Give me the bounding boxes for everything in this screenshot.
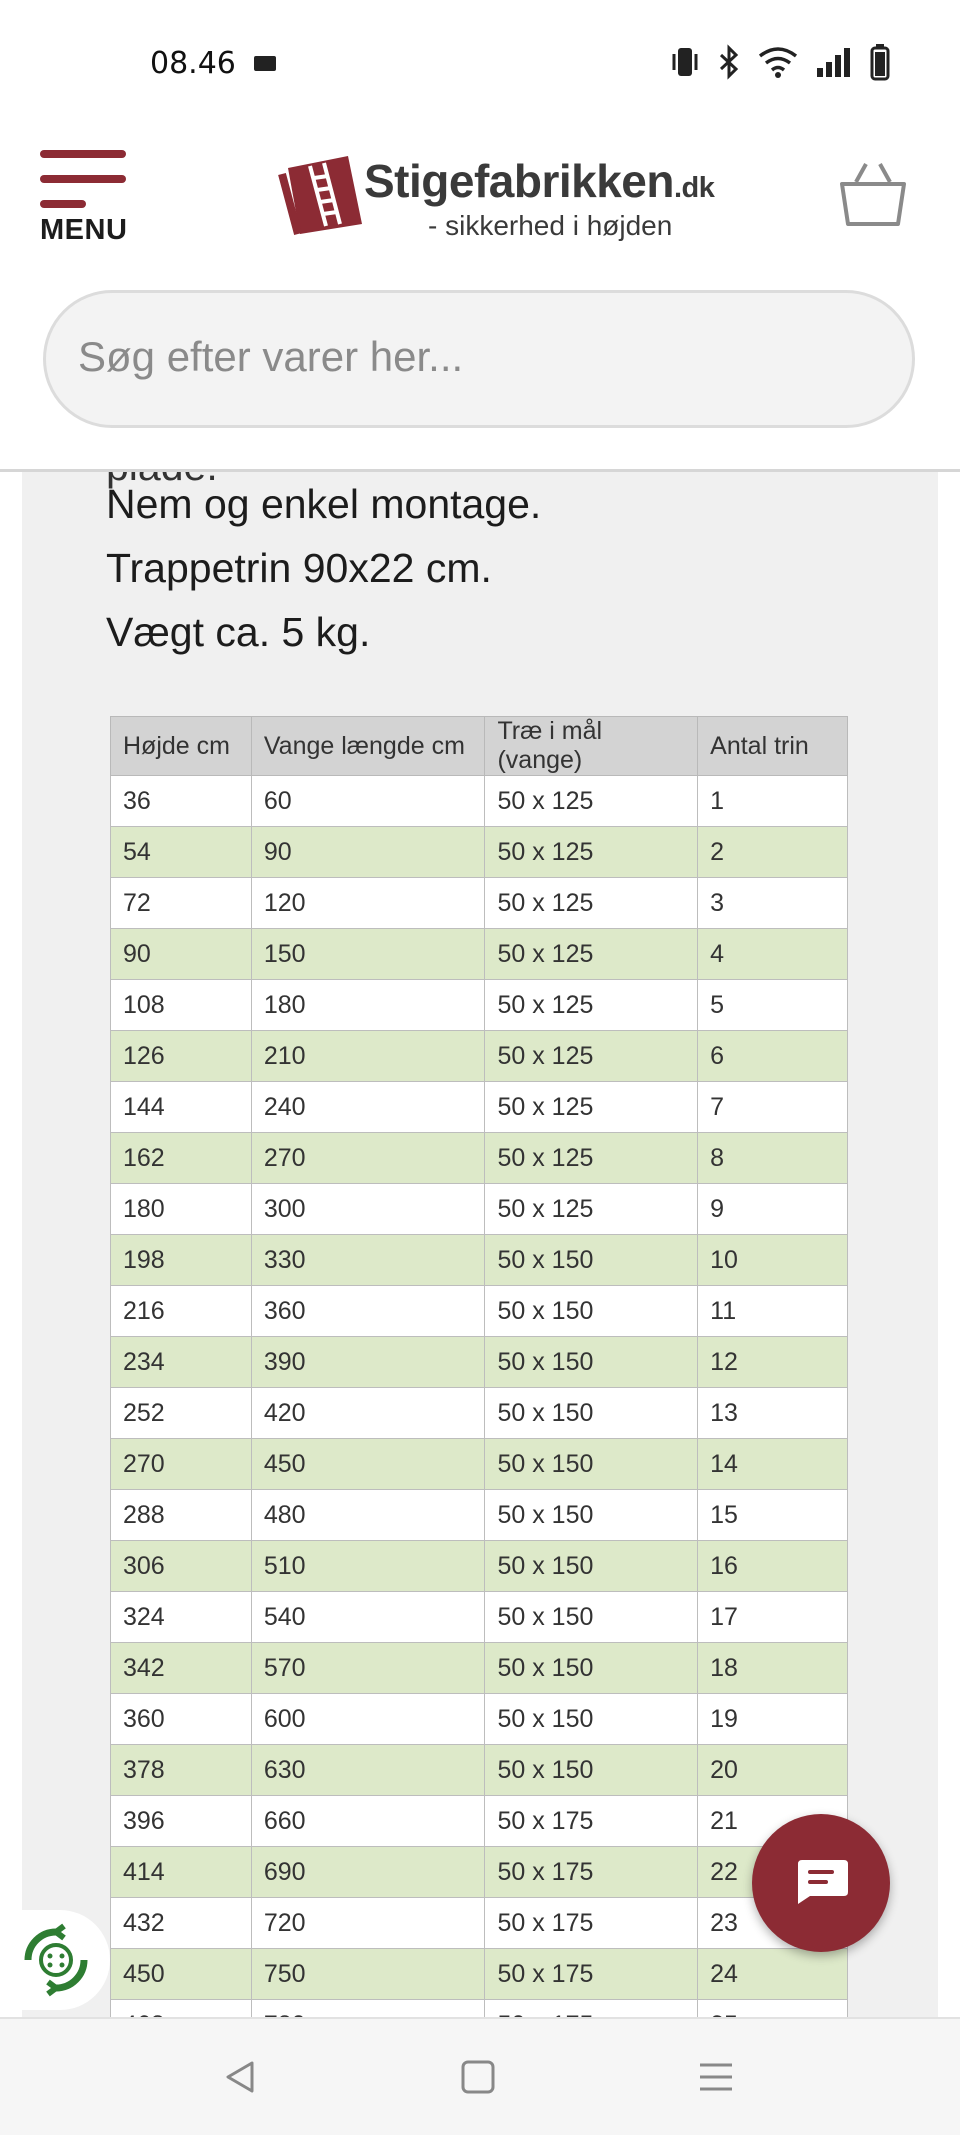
- table-row: [111, 1898, 848, 1949]
- table-cell: 50 x 150: [485, 1439, 698, 1490]
- table-body: [111, 776, 848, 2051]
- table-header-cell: Antal trin: [698, 717, 848, 776]
- table-cell: 288: [111, 1490, 252, 1541]
- logo-suffix: .dk: [674, 172, 715, 204]
- table-cell: 9: [698, 1184, 848, 1235]
- logo-tagline: - sikkerhed i højden: [428, 210, 673, 241]
- signal-icon: [816, 46, 852, 82]
- table-cell: 50 x 125: [485, 1082, 698, 1133]
- table-header-cell: Højde cm: [111, 717, 252, 776]
- table-cell: 234: [111, 1337, 252, 1388]
- table-cell: 6: [698, 1031, 848, 1082]
- table-cell: 50 x 150: [485, 1388, 698, 1439]
- table-cell: 50 x 175: [485, 1949, 698, 2000]
- table-cell: 180: [251, 980, 485, 1031]
- table-cell: 630: [251, 1745, 485, 1796]
- system-navigation-bar: [0, 2017, 960, 2135]
- table-header-cell: Træ i mål (vange): [485, 717, 698, 776]
- table-cell: 144: [111, 1082, 252, 1133]
- table-cell: 450: [111, 1949, 252, 2000]
- vibrate-icon: [670, 45, 700, 83]
- table-cell: 414: [111, 1847, 252, 1898]
- table-row: [111, 827, 848, 878]
- accessibility-icon: [16, 1920, 96, 2000]
- recents-icon[interactable]: [696, 2057, 736, 2097]
- table-cell: 22: [698, 1847, 848, 1898]
- product-description: [106, 440, 541, 664]
- table-row: [111, 1337, 848, 1388]
- table-cell: 50 x 150: [485, 1643, 698, 1694]
- table-cell: 20: [698, 1745, 848, 1796]
- message-notification-icon: [254, 56, 276, 71]
- table-cell: 15: [698, 1490, 848, 1541]
- table-cell: 60: [251, 776, 485, 827]
- table-cell: 50 x 150: [485, 1694, 698, 1745]
- table-cell: 180: [111, 1184, 252, 1235]
- description-line: Trappetrin 90x22 cm.: [106, 545, 492, 591]
- site-logo[interactable]: [276, 150, 715, 250]
- table-cell: 600: [251, 1694, 485, 1745]
- table-row: [111, 1643, 848, 1694]
- back-triangle-icon[interactable]: [220, 2057, 260, 2097]
- table-row: [111, 878, 848, 929]
- table-cell: 50 x 125: [485, 1031, 698, 1082]
- table-cell: 50 x 175: [485, 1796, 698, 1847]
- logo-name-text: Stigefabrikken: [364, 155, 674, 207]
- table-row: [111, 1694, 848, 1745]
- table-cell: 342: [111, 1643, 252, 1694]
- table-row: [111, 1745, 848, 1796]
- size-table: [110, 716, 848, 2017]
- menu-button[interactable]: [40, 150, 140, 247]
- table-cell: 330: [251, 1235, 485, 1286]
- table-row: [111, 1031, 848, 1082]
- table-cell: 17: [698, 1592, 848, 1643]
- table-cell: 420: [251, 1388, 485, 1439]
- status-icons: [670, 44, 890, 84]
- status-time: 08.46: [150, 46, 236, 81]
- home-square-icon[interactable]: [458, 2057, 498, 2097]
- table-cell: 570: [251, 1643, 485, 1694]
- table-row: [111, 1847, 848, 1898]
- table-cell: 50 x 125: [485, 929, 698, 980]
- table-cell: 396: [111, 1796, 252, 1847]
- menu-label: MENU: [40, 214, 128, 246]
- table-cell: 750: [251, 1949, 485, 2000]
- table-row: [111, 1796, 848, 1847]
- table-cell: 432: [111, 1898, 252, 1949]
- search-input[interactable]: [43, 290, 915, 428]
- table-cell: 210: [251, 1031, 485, 1082]
- table-cell: 24: [698, 1949, 848, 2000]
- logo-name: [364, 154, 714, 208]
- search-placeholder: Søg efter varer her...: [78, 333, 464, 380]
- table-cell: 50 x 150: [485, 1337, 698, 1388]
- table-cell: 1: [698, 776, 848, 827]
- table-row: [111, 1235, 848, 1286]
- status-bar: [0, 0, 960, 120]
- table-cell: 50 x 150: [485, 1541, 698, 1592]
- table-cell: 50 x 125: [485, 980, 698, 1031]
- table-cell: 18: [698, 1643, 848, 1694]
- table-cell: 306: [111, 1541, 252, 1592]
- description-line: Vægt ca. 5 kg.: [106, 609, 371, 655]
- table-cell: 50 x 150: [485, 1745, 698, 1796]
- table-cell: 240: [251, 1082, 485, 1133]
- chat-button[interactable]: [752, 1814, 890, 1952]
- size-table-grid: [110, 716, 848, 2051]
- table-cell: 120: [251, 878, 485, 929]
- hamburger-icon-bar: [40, 200, 86, 208]
- table-cell: 54: [111, 827, 252, 878]
- hamburger-icon-bar: [40, 175, 126, 183]
- table-cell: 690: [251, 1847, 485, 1898]
- table-cell: 50 x 125: [485, 1184, 698, 1235]
- table-cell: 510: [251, 1541, 485, 1592]
- table-cell: 50 x 175: [485, 1898, 698, 1949]
- table-row: [111, 1133, 848, 1184]
- table-cell: 5: [698, 980, 848, 1031]
- table-row: [111, 1082, 848, 1133]
- table-cell: 50 x 125: [485, 878, 698, 929]
- table-cell: 450: [251, 1439, 485, 1490]
- table-cell: 660: [251, 1796, 485, 1847]
- table-row: [111, 980, 848, 1031]
- table-cell: 19: [698, 1694, 848, 1745]
- table-cell: 2: [698, 827, 848, 878]
- table-cell: 198: [111, 1235, 252, 1286]
- ladder-logo-icon: [276, 154, 364, 236]
- table-header-cell: Vange længde cm: [251, 717, 485, 776]
- table-cell: 7: [698, 1082, 848, 1133]
- table-header-row: [111, 717, 848, 776]
- table-cell: 480: [251, 1490, 485, 1541]
- table-row: [111, 1388, 848, 1439]
- table-cell: 50 x 125: [485, 776, 698, 827]
- table-cell: 270: [111, 1439, 252, 1490]
- table-cell: 720: [251, 1898, 485, 1949]
- table-cell: 50 x 150: [485, 1592, 698, 1643]
- table-row: [111, 1439, 848, 1490]
- chat-icon: [792, 1858, 850, 1906]
- table-cell: 90: [251, 827, 485, 878]
- table-cell: 300: [251, 1184, 485, 1235]
- table-row: [111, 1592, 848, 1643]
- table-row: [111, 1184, 848, 1235]
- table-cell: 72: [111, 878, 252, 929]
- table-cell: 23: [698, 1898, 848, 1949]
- accessibility-button[interactable]: [0, 1910, 110, 2010]
- table-cell: 10: [698, 1235, 848, 1286]
- table-cell: 21: [698, 1796, 848, 1847]
- table-cell: 4: [698, 929, 848, 980]
- table-cell: 50 x 125: [485, 827, 698, 878]
- table-cell: 150: [251, 929, 485, 980]
- table-cell: 540: [251, 1592, 485, 1643]
- table-cell: 50 x 150: [485, 1286, 698, 1337]
- table-cell: 50 x 150: [485, 1490, 698, 1541]
- table-cell: 90: [111, 929, 252, 980]
- table-cell: 270: [251, 1133, 485, 1184]
- table-cell: 50 x 150: [485, 1235, 698, 1286]
- table-cell: 16: [698, 1541, 848, 1592]
- bluetooth-icon: [718, 45, 740, 83]
- table-cell: 252: [111, 1388, 252, 1439]
- table-row: [111, 776, 848, 827]
- table-cell: 8: [698, 1133, 848, 1184]
- table-cell: 50 x 125: [485, 1133, 698, 1184]
- table-cell: 126: [111, 1031, 252, 1082]
- table-cell: 162: [111, 1133, 252, 1184]
- battery-icon: [870, 44, 890, 84]
- table-cell: 216: [111, 1286, 252, 1337]
- table-cell: 378: [111, 1745, 252, 1796]
- site-header: [0, 120, 960, 472]
- wifi-icon: [758, 46, 798, 82]
- table-row: [111, 1541, 848, 1592]
- description-line: Nem og enkel montage.: [106, 481, 542, 527]
- table-row: [111, 1949, 848, 2000]
- table-cell: 390: [251, 1337, 485, 1388]
- table-cell: 324: [111, 1592, 252, 1643]
- table-cell: 360: [251, 1286, 485, 1337]
- table-cell: 50 x 175: [485, 1847, 698, 1898]
- hamburger-icon: [40, 150, 126, 158]
- table-cell: 108: [111, 980, 252, 1031]
- table-cell: 11: [698, 1286, 848, 1337]
- table-row: [111, 1286, 848, 1337]
- table-cell: 36: [111, 776, 252, 827]
- table-cell: 360: [111, 1694, 252, 1745]
- table-row: [111, 1490, 848, 1541]
- table-cell: 13: [698, 1388, 848, 1439]
- table-cell: 14: [698, 1439, 848, 1490]
- basket-icon[interactable]: [838, 160, 908, 230]
- table-cell: 3: [698, 878, 848, 929]
- table-cell: 12: [698, 1337, 848, 1388]
- table-row: [111, 929, 848, 980]
